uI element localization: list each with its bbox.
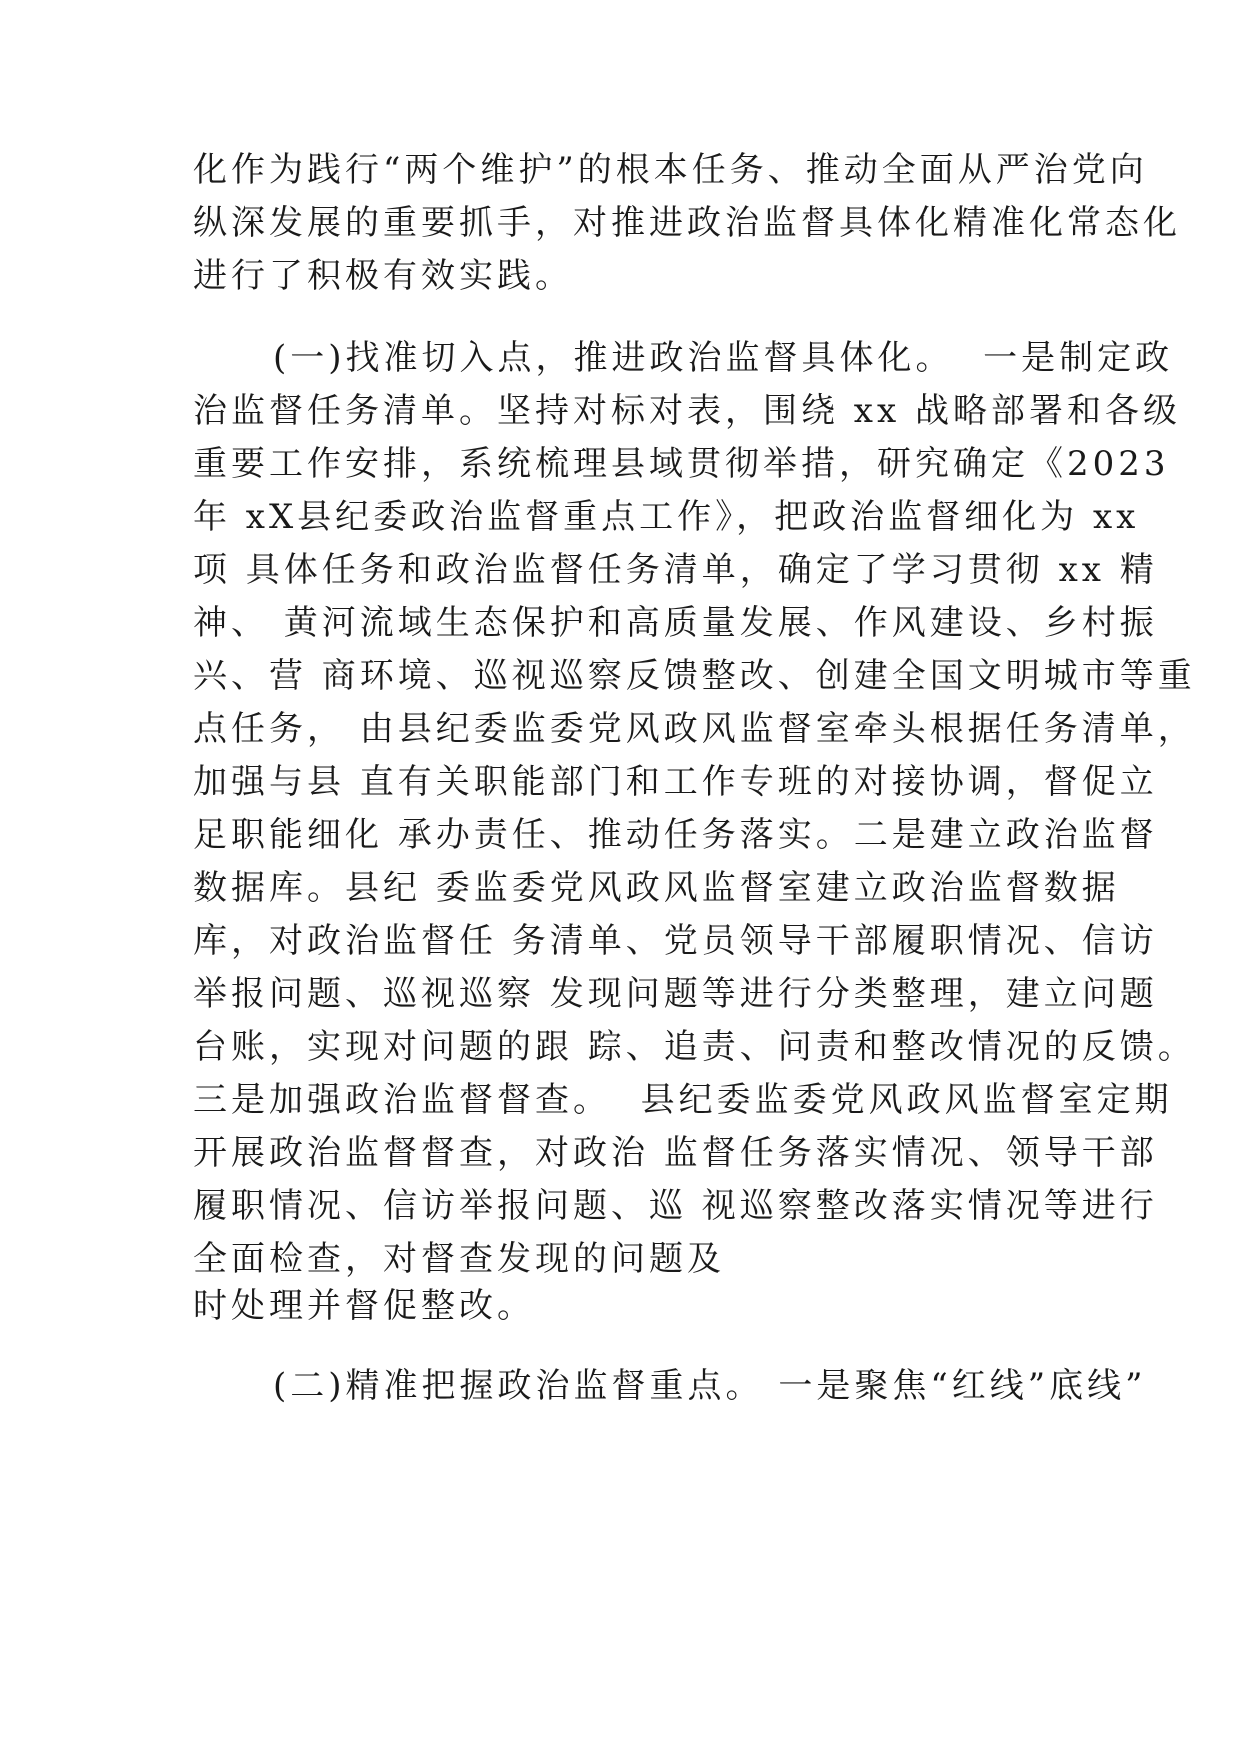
paragraph-heading-line: (一)找准切入点，推进政治监督具体化。 一是制定政	[273, 338, 1174, 378]
text-line: 开展政治监督督查，对政治 监督任务落实情况、领导干部	[193, 1133, 1158, 1173]
text-line: 加强与县 直有关职能部门和工作专班的对接协调，督促立	[193, 762, 1158, 802]
text-line: 举报问题、巡视巡察 发现问题等进行分类整理，建立问题	[193, 974, 1158, 1014]
text-line: 进行了积极有效实践。	[193, 256, 573, 296]
text-line: 台账，实现对问题的跟 踪、追责、问责和整改情况的反馈。	[193, 1027, 1196, 1067]
text-line: 纵深发展的重要抓手，对推进政治监督具体化精准化常态化	[193, 203, 1181, 243]
text-line: 库，对政治监督任 务清单、党员领导干部履职情况、信访	[193, 921, 1158, 961]
text-line: 年 xX县纪委政治监督重点工作》，把政治监督细化为 xx	[193, 497, 1140, 537]
text-line: 三是加强政治监督督查。 县纪委监委党风政风监督室定期	[193, 1080, 1173, 1120]
text-line: 点任务， 由县纪委监委党风政风监督室牵头根据任务清单，	[193, 709, 1196, 749]
text-line: 重要工作安排，系统梳理县域贯彻举措，研究确定《2023	[193, 444, 1170, 484]
text-line: 履职情况、信访举报问题、巡 视巡察整改落实情况等进行	[193, 1186, 1158, 1226]
text-line: 数据库。县纪 委监委党风政风监督室建立政治监督数据	[193, 868, 1120, 908]
text-line: 足职能细化 承办责任、推动任务落实。二是建立政治监督	[193, 815, 1158, 855]
text-line: 治监督任务清单。坚持对标对表，围绕 xx 战略部署和各级	[193, 391, 1181, 431]
paragraph-heading-line: (二)精准把握政治监督重点。 一是聚焦“红线”底线”	[273, 1366, 1147, 1406]
text-line: 时处理并督促整改。	[193, 1286, 535, 1326]
text-line: 项 具体任务和政治监督任务清单，确定了学习贯彻 xx 精	[193, 550, 1158, 590]
text-line: 兴、营 商环境、巡视巡察反馈整改、创建全国文明城市等重	[193, 656, 1196, 696]
text-line: 神、 黄河流域生态保护和高质量发展、作风建设、乡村振	[193, 603, 1158, 643]
text-line: 全面检查，对督查发现的问题及	[193, 1239, 725, 1279]
text-line: 化作为践行“两个维护”的根本任务、推动全面从严治党向	[193, 150, 1148, 190]
